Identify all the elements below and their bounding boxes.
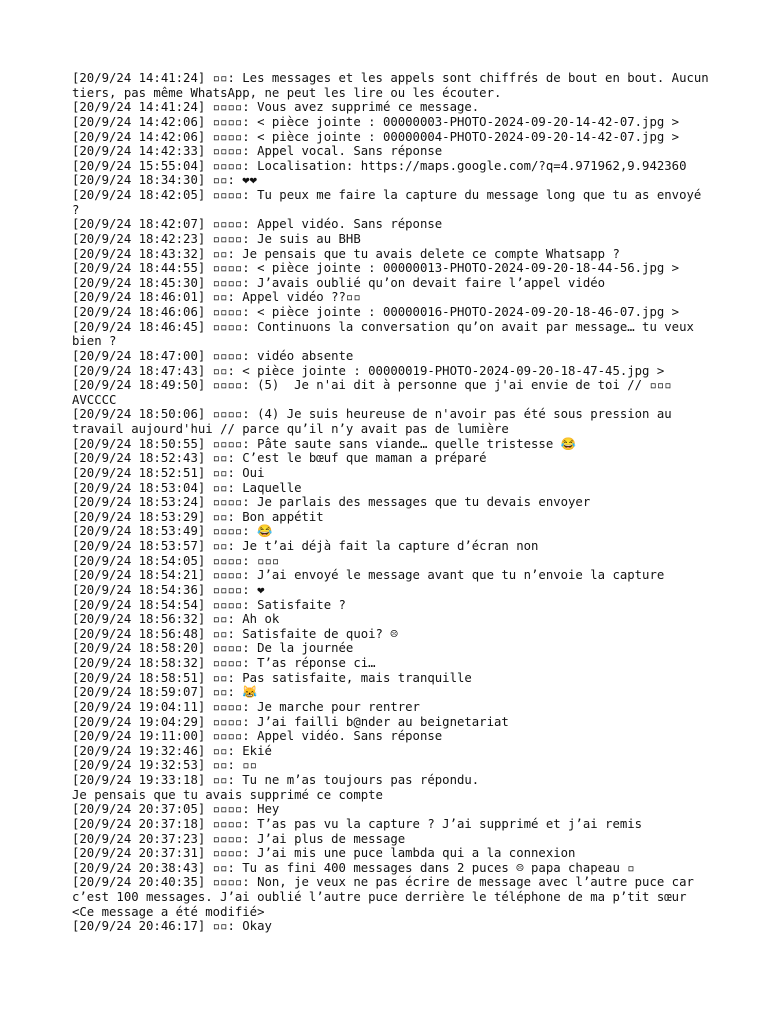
chat-message-line: [20/9/24 18:42:05] ▫▫▫▫: Tu peux me faire la capture du message long que tu as envoyé ? — [72, 188, 709, 217]
chat-message-line: [20/9/24 18:42:07] ▫▫▫▫: Appel vidéo. Sans réponse — [72, 217, 443, 232]
chat-message-line: [20/9/24 18:49:50] ▫▫▫▫: (5) Je n'ai dit à personne que j'ai envie de toi // ▫▫▫ AVCCCC — [72, 378, 680, 407]
chat-message-line: [20/9/24 18:42:23] ▫▫▫▫: Je suis au BHB — [72, 231, 361, 246]
chat-message-line: [20/9/24 14:41:24] ▫▫▫▫: Vous avez supprimé ce message. — [72, 100, 480, 115]
chat-message-line: [20/9/24 18:54:36] ▫▫▫▫: ❤ — [72, 582, 265, 597]
chat-message-line: [20/9/24 18:47:00] ▫▫▫▫: vidéo absente — [72, 348, 354, 363]
chat-message-line: [20/9/24 14:42:33] ▫▫▫▫: Appel vocal. Sans réponse — [72, 144, 443, 159]
chat-message-line: [20/9/24 18:53:04] ▫▫: Laquelle — [72, 480, 302, 495]
chat-message-line: [20/9/24 18:56:32] ▫▫: Ah ok — [72, 612, 280, 627]
chat-message-line: [20/9/24 19:32:53] ▫▫: ▫▫ — [72, 758, 258, 773]
chat-message-line: [20/9/24 20:37:05] ▫▫▫▫: Hey — [72, 802, 280, 817]
chat-message-line: [20/9/24 20:37:31] ▫▫▫▫: J’ai mis une puce lambda qui a la connexion — [72, 846, 576, 861]
chat-message-line: [20/9/24 18:54:21] ▫▫▫▫: J’ai envoyé le message avant que tu n’envoie la capture — [72, 568, 665, 583]
chat-message-line: [20/9/24 15:55:04] ▫▫▫▫: Localisation: https://maps.google.com/?q=4.971962,9.942360 — [72, 158, 687, 173]
chat-message-line: [20/9/24 18:44:55] ▫▫▫▫: < pièce jointe : 00000013-PHOTO-2024-09-20-18-44-56.jpg > — [72, 261, 680, 276]
chat-message-line: [20/9/24 18:53:29] ▫▫: Bon appétit — [72, 509, 324, 524]
chat-message-line: [20/9/24 14:42:06] ▫▫▫▫: < pièce jointe : 00000004-PHOTO-2024-09-20-14-42-07.jpg > — [72, 129, 680, 144]
chat-message-line: [20/9/24 18:56:48] ▫▫: Satisfaite de quoi? ☹ — [72, 626, 398, 641]
chat-message-line: [20/9/24 14:42:06] ▫▫▫▫: < pièce jointe : 00000003-PHOTO-2024-09-20-14-42-07.jpg > — [72, 114, 680, 129]
chat-message-line: [20/9/24 18:58:20] ▫▫▫▫: De la journée — [72, 641, 354, 656]
chat-message-line: [20/9/24 18:53:57] ▫▫: Je t’ai déjà fait la capture d’écran non — [72, 539, 539, 553]
chat-message-line: [20/9/24 18:53:24] ▫▫▫▫: Je parlais des messages que tu devais envoyer — [72, 495, 591, 510]
chat-message-line: [20/9/24 19:33:18] ▫▫: Tu ne m’as toujours pas répondu. Je pensais que tu avais supprimé ce compte — [72, 773, 480, 802]
chat-message-line: [20/9/24 18:50:55] ▫▫▫▫: Pâte saute sans viande… quelle tristesse 😂 — [72, 436, 576, 451]
chat-message-line: [20/9/24 18:50:06] ▫▫▫▫: (4) Je suis heureuse de n'avoir pas été sous pression au travail aujourd'hui // parce qu’il n’y avait pas de lumière — [72, 407, 680, 436]
chat-message-line: [20/9/24 14:41:24] ▫▫: Les messages et les appels sont chiffrés de bout en bout. Aucun tiers, pas même WhatsApp, ne peut les lire ou les écouter. — [72, 71, 717, 100]
chat-transcript — [72, 71, 717, 934]
chat-message-line: [20/9/24 20:37:18] ▫▫▫▫: T’as pas vu la capture ? J’ai supprimé et j’ai remis — [72, 816, 643, 831]
chat-message-line: [20/9/24 18:43:32] ▫▫: Je pensais que tu avais delete ce compte Whatsapp ? — [72, 246, 620, 261]
chat-message-line: [20/9/24 18:59:07] ▫▫: 😹 — [72, 685, 258, 700]
chat-message-line: [20/9/24 18:46:06] ▫▫▫▫: < pièce jointe : 00000016-PHOTO-2024-09-20-18-46-07.jpg > — [72, 305, 680, 319]
chat-message-line: [20/9/24 18:52:51] ▫▫: Oui — [72, 465, 265, 480]
chat-message-line: [20/9/24 18:46:45] ▫▫▫▫: Continuons la conversation qu’on avait par message… tu veux bien ? — [72, 319, 702, 349]
chat-message-line: [20/9/24 18:54:54] ▫▫▫▫: Satisfaite ? — [72, 597, 346, 612]
chat-message-line: [20/9/24 20:46:17] ▫▫: Okay — [72, 919, 272, 934]
chat-message-line: [20/9/24 18:54:05] ▫▫▫▫: ▫▫▫ — [72, 553, 280, 568]
chat-message-line: [20/9/24 18:52:43] ▫▫: C’est le bœuf que maman a préparé — [72, 451, 487, 466]
chat-message-line: [20/9/24 19:32:46] ▫▫: Ekié — [72, 743, 272, 758]
chat-message-line: [20/9/24 19:04:29] ▫▫▫▫: J’ai failli b@nder au beignetariat — [72, 714, 509, 729]
chat-message-line: [20/9/24 20:38:43] ▫▫: Tu as fini 400 messages dans 2 puces ☹ papa chapeau ▫ — [72, 860, 635, 875]
chat-message-line: [20/9/24 19:11:00] ▫▫▫▫: Appel vidéo. Sans réponse — [72, 729, 443, 744]
chat-message-line: [20/9/24 18:58:32] ▫▫▫▫: T’as réponse ci… — [72, 656, 376, 670]
chat-message-line: [20/9/24 18:47:43] ▫▫: < pièce jointe : 00000019-PHOTO-2024-09-20-18-47-45.jpg > — [72, 363, 665, 378]
chat-message-line: [20/9/24 18:58:51] ▫▫: Pas satisfaite, mais tranquille — [72, 670, 472, 685]
chat-message-line: [20/9/24 18:53:49] ▫▫▫▫: 😂 — [72, 524, 273, 539]
chat-message-line: [20/9/24 20:37:23] ▫▫▫▫: J’ai plus de message — [72, 831, 406, 846]
chat-message-line: [20/9/24 20:40:35] ▫▫▫▫: Non, je veux ne pas écrire de message avec l’autre puce car c’est 100 messages. J’ai oublié l’autre puce derrière le téléphone de ma p’tit sœur <Ce message a été modifié> — [72, 875, 702, 919]
chat-message-line: [20/9/24 18:45:30] ▫▫▫▫: J’avais oublié qu’on devait faire l’appel vidéo — [72, 275, 606, 290]
chat-message-line: [20/9/24 19:04:11] ▫▫▫▫: Je marche pour rentrer — [72, 699, 420, 714]
chat-message-line: [20/9/24 18:46:01] ▫▫: Appel vidéo ??▫▫ — [72, 290, 361, 305]
chat-message-line: [20/9/24 18:34:30] ▫▫: ❤❤ — [72, 173, 258, 188]
